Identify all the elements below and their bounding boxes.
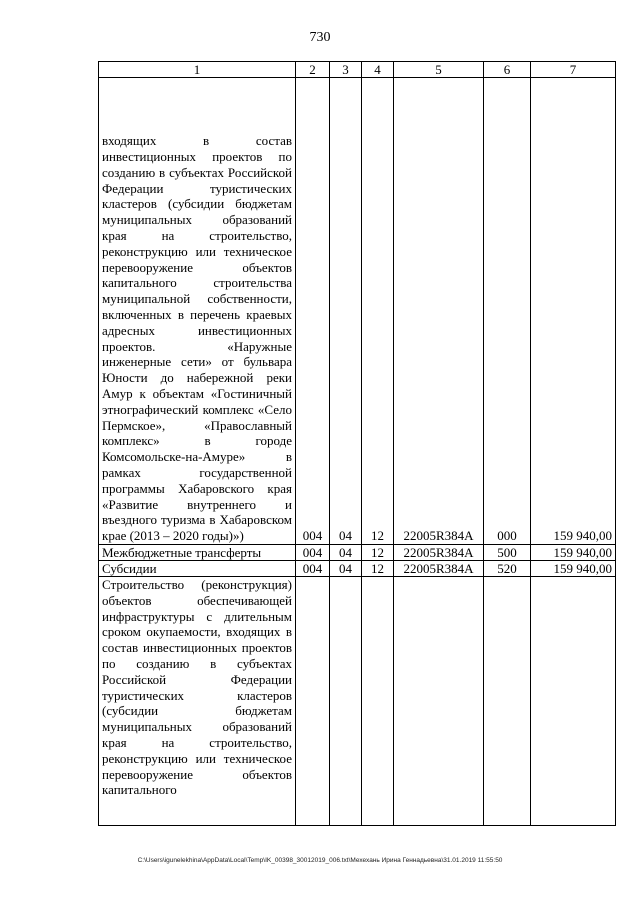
cell-target-article — [394, 577, 484, 826]
header-col-1: 1 — [99, 62, 296, 78]
header-col-6: 6 — [484, 62, 531, 78]
cell-amount: 159 940,00 — [531, 545, 616, 561]
cell-section: 04 — [330, 78, 362, 545]
footer-file-path: C:\Users\igunelekhina\AppData\Local\Temp\IK_00398_30012019_006.txt\Мехехань Ирина Геннадьевна\31.01.2019 11:55:50 — [137, 857, 503, 864]
cell-ministry-code: 004 — [296, 561, 330, 577]
budget-table — [98, 61, 616, 826]
header-col-5: 5 — [394, 62, 484, 78]
cell-section: 04 — [330, 561, 362, 577]
cell-target-article: 22005R384A — [394, 78, 484, 545]
header-col-2: 2 — [296, 62, 330, 78]
header-col-3: 3 — [330, 62, 362, 78]
cell-expense-type: 520 — [484, 561, 531, 577]
page-number: 730 — [309, 30, 331, 45]
row-description — [99, 577, 296, 826]
table-row — [99, 561, 616, 577]
cell-expense-type: 500 — [484, 545, 531, 561]
cell-ministry-code: 004 — [296, 78, 330, 545]
cell-target-article: 22005R384A — [394, 545, 484, 561]
cell-subsection: 12 — [362, 561, 394, 577]
description-text: входящих в состав инвестиционных проектов по созданию в субъектах Российской Федерации туристических кластеров (субсидии бюджетам муниципальных образований края на строительство, реконструкцию или техническое перевооружение объектов капитального строительства муниципальной собственности, включенных в перечень краевых адресных инвестиционных проектов. «Наружные инженерные сети» от бульвара Юности до набережной реки Амур к объектам «Гостиничный этнографический комплекс «Село Пермское», «Православный комплекс» в городе Комсомольске-на-Амуре» в рамках государственной программы Хабаровского края «Развитие внутреннего и въездного туризма в Хабаровском крае (2013 – 2020 годы)») — [102, 133, 292, 544]
cell-section: 04 — [330, 545, 362, 561]
description-text: Строительство (реконструкция) объектов обеспечивающей инфраструктуры с длительным сроком окупаемости, входящих в состав инвестиционных проектов по созданию в субъектах Российской Федерации туристических кластеров (субсидии бюджетам муниципальных образований края на строительство, реконструкцию или техническое перевооружение объектов капитального — [102, 577, 292, 798]
header-col-7: 7 — [531, 62, 616, 78]
table-row — [99, 78, 616, 545]
cell-ministry-code — [296, 577, 330, 826]
cell-target-article: 22005R384A — [394, 561, 484, 577]
row-description — [99, 78, 296, 545]
table-header-row — [99, 62, 616, 78]
cell-ministry-code: 004 — [296, 545, 330, 561]
cell-subsection: 12 — [362, 78, 394, 545]
cell-expense-type — [484, 577, 531, 826]
cell-expense-type: 000 — [484, 78, 531, 545]
cell-amount: 159 940,00 — [531, 561, 616, 577]
header-col-4: 4 — [362, 62, 394, 78]
cell-subsection: 12 — [362, 545, 394, 561]
cell-amount: 159 940,00 — [531, 78, 616, 545]
table-row — [99, 577, 616, 826]
table-row — [99, 545, 616, 561]
cell-amount — [531, 577, 616, 826]
cell-subsection — [362, 577, 394, 826]
row-description: Субсидии — [99, 561, 296, 577]
cell-section — [330, 577, 362, 826]
row-description: Межбюджетные трансферты — [99, 545, 296, 561]
